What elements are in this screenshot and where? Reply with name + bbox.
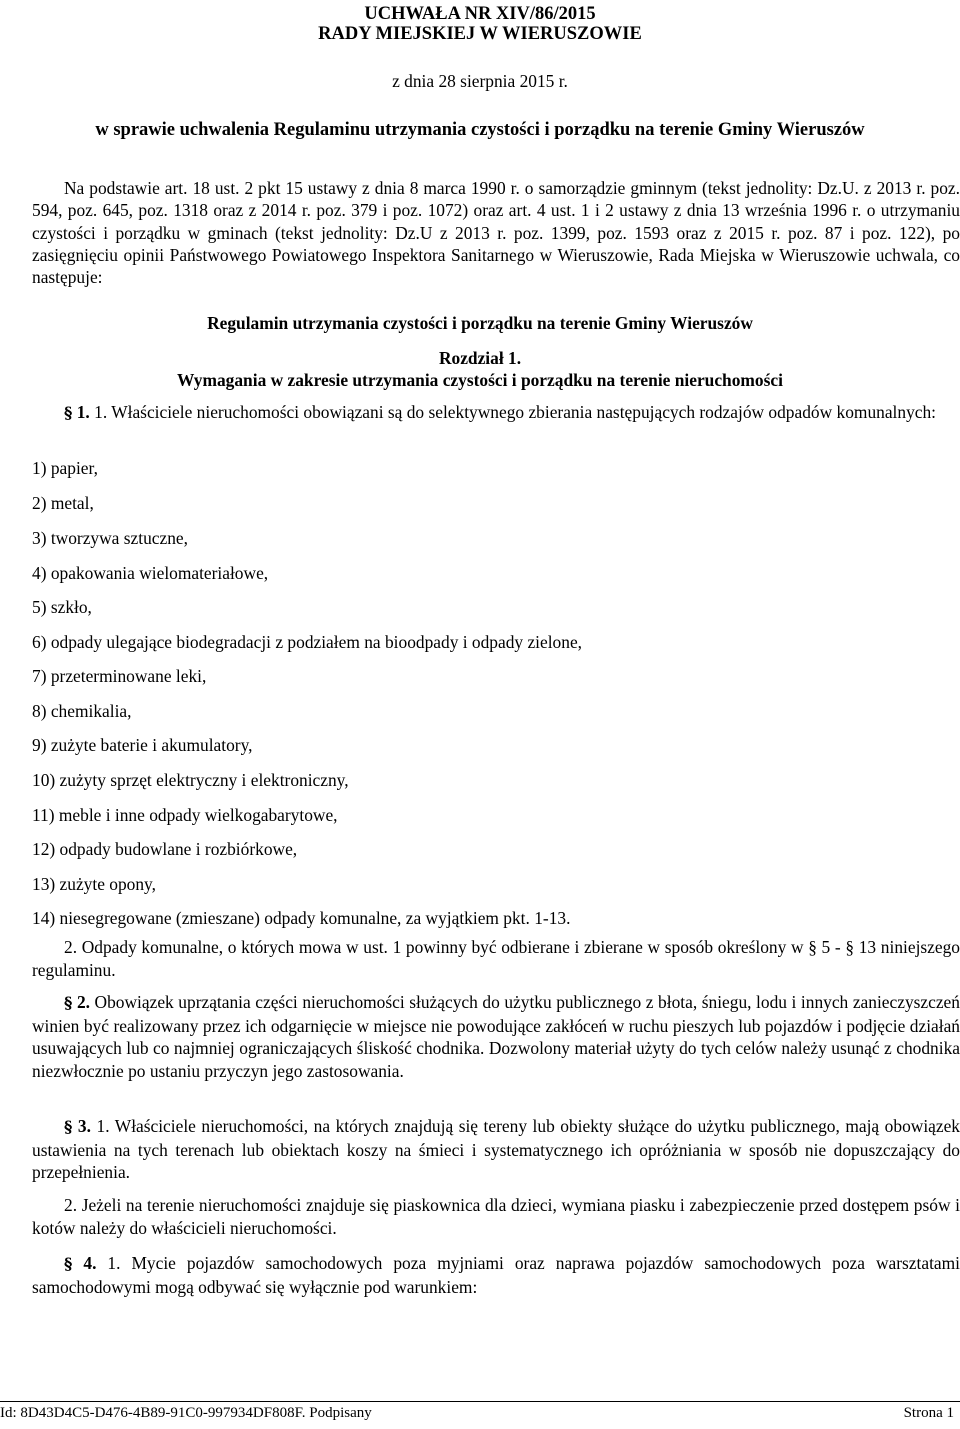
paragraph-3 bbox=[32, 1115, 960, 1184]
page-footer bbox=[0, 1401, 960, 1429]
document-title-line2: RADY MIEJSKIEJ W WIERUSZOWIE bbox=[318, 24, 642, 44]
list-item: 6) odpady ulegające biodegradacji z podziałem na bioodpady i odpady zielone, bbox=[32, 632, 583, 652]
paragraph-3-body-1: 1. Właściciele nieruchomości, na których znajdują się tereny lub obiekty służące do użytku publicznego, mają obowiązek ustawienia na tych terenach lub obiektach koszy na śmieci i systematycznego ich opróżniania w sposób nie dopuszczający do przepełnienia. bbox=[32, 1116, 960, 1183]
paragraph-3-point-2 bbox=[32, 1194, 960, 1239]
section-mark: § bbox=[64, 1117, 73, 1136]
paragraph-number: 3. bbox=[77, 1116, 91, 1136]
list-item: 2) metal, bbox=[32, 493, 94, 513]
list-item: 12) odpady budowlane i rozbiórkowe, bbox=[32, 839, 298, 859]
list-item: 14) niesegregowane (zmieszane) odpady komunalne, za wyjątkiem pkt. 1-13. bbox=[32, 908, 571, 928]
document-id: Id: 8D43D4C5-D476-4B89-91C0-997934DF808F. Podpisany bbox=[0, 1405, 372, 1421]
paragraph-2-body: Obowiązek uprzątania części nieruchomości służących do użytku publicznego z błota, śniegu, lodu i innych zanieczyszczeń winien być realizowany przez ich odgarnięcie w miejsce nie powodujące zakłóceń w ruchu pieszych lub pojazdów i podjęcie działań usuwających lub co najmniej ograniczających śliskość chodnika. Dozwolony materiał użyty do tych celów należy usunąć z chodnika niezwłocznie po ustaniu przyczyn jego zastosowania. bbox=[32, 992, 960, 1081]
paragraph-1 bbox=[32, 401, 960, 425]
paragraph-number: 1. bbox=[76, 402, 90, 422]
list-item: 13) zużyte opony, bbox=[32, 874, 156, 894]
document-date: z dnia 28 sierpnia 2015 r. bbox=[392, 71, 568, 91]
page-number: Strona 1 bbox=[903, 1405, 954, 1421]
chapter-title: Wymagania w zakresie utrzymania czystości i porządku na terenie nieruchomości bbox=[177, 370, 783, 390]
paragraph-2 bbox=[32, 991, 960, 1082]
list-item: 7) przeterminowane leki, bbox=[32, 666, 207, 686]
list-item: 4) opakowania wielomateriałowe, bbox=[32, 563, 269, 583]
section-mark: § bbox=[64, 1254, 73, 1273]
document-subject: w sprawie uchwalenia Regulaminu utrzymania czystości i porządku na terenie Gminy Wieruszów bbox=[95, 120, 865, 140]
paragraph-4 bbox=[32, 1252, 960, 1298]
list-item: 10) zużyty sprzęt elektryczny i elektroniczny, bbox=[32, 770, 349, 790]
paragraph-1-body: 1. Właściciele nieruchomości obowiązani są do selektywnego zbierania następujących rodzajów odpadów komunalnych: bbox=[94, 402, 937, 422]
chapter-number: Rozdział 1. bbox=[438, 348, 522, 368]
section-mark: § bbox=[64, 403, 73, 422]
list-item: 11) meble i inne odpady wielkogabarytowe, bbox=[32, 805, 338, 825]
preamble-text: Na podstawie art. 18 ust. 2 pkt 15 ustawy z dnia 8 marca 1990 r. o samorządzie gminnym (tekst jednolity: Dz.U. z 2013 r. poz. 594, poz. 645, poz. 1318 oraz z 2014 r. poz. 379 i poz. 1072) oraz art. 4 ust. 1 i 2 ustawy z dnia 13 września 1996 r. o utrzymaniu czystości i porządku w gminach (tekst jednolity: Dz.U z 2013 r. poz. 1399, poz. 1593 oraz z 2015 r. poz. 87 i poz. 122), po zasięgnięciu opinii Państwowego Powiatowego Inspektora Sanitarnego w Wieruszowie, Rada Miejska w Wieruszowie uchwala, co następuje: bbox=[32, 178, 960, 288]
list-item: 3) tworzywa sztuczne, bbox=[32, 528, 188, 548]
paragraph-3-body-2: 2. Jeżeli na terenie nieruchomości znajduje się piaskownica dla dzieci, wymiana piasku i zabezpieczenie przed dostępem psów i kotów należy do właścicieli nieruchomości. bbox=[32, 1195, 960, 1238]
paragraph-1-text bbox=[32, 401, 960, 425]
list-item: 9) zużyte baterie i akumulatory, bbox=[32, 735, 253, 755]
paragraph-number: 4. bbox=[83, 1253, 97, 1273]
paragraph-1-point-2 bbox=[32, 936, 960, 981]
section-mark: § bbox=[64, 993, 73, 1012]
paragraph-4-body: 1. Mycie pojazdów samochodowych poza myjniami oraz naprawa pojazdów samochodowych poza warsztatami samochodowymi mogą odbywać się wyłącznie pod warunkiem: bbox=[32, 1253, 960, 1297]
list-item: 8) chemikalia, bbox=[32, 701, 132, 721]
list-item: 1) papier, bbox=[32, 458, 98, 478]
paragraph-1-point-2-text: 2. Odpady komunalne, o których mowa w ust. 1 powinny być odbierane i zbierane w sposób określony w § 5 - § 13 niniejszego regulaminu. bbox=[32, 937, 960, 980]
list-item: 5) szkło, bbox=[32, 597, 92, 617]
regulation-title: Regulamin utrzymania czystości i porządku na terenie Gminy Wieruszów bbox=[207, 313, 753, 333]
document-title-line1: UCHWAŁA NR XIV/86/2015 bbox=[364, 4, 596, 24]
preamble bbox=[32, 177, 960, 288]
paragraph-number: 2. bbox=[76, 992, 90, 1012]
